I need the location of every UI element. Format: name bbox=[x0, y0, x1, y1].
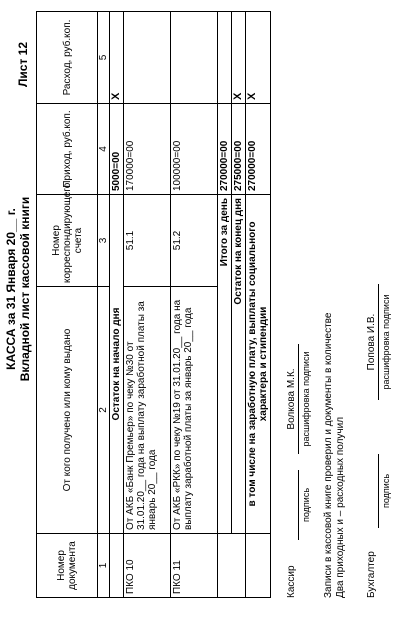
cashier-name: Волкова М.К. bbox=[286, 368, 297, 430]
col-number: 1 bbox=[98, 534, 110, 598]
row-description: От АКБ «Банк Премьер» по чеку №30 от 31.01.20__ года на выплату заработной платы за январь 20__ года bbox=[124, 287, 171, 534]
table-row bbox=[124, 12, 171, 598]
cash-ledger-table bbox=[36, 11, 271, 598]
total-day-row bbox=[218, 12, 232, 598]
accountant-name: Попова И.В. bbox=[366, 313, 377, 371]
closing-balance-expense: X bbox=[232, 12, 246, 104]
cashier-name-caption: расшифровка подписи bbox=[301, 351, 311, 447]
table-row bbox=[171, 12, 218, 598]
column-number-row bbox=[98, 12, 110, 598]
closing-balance-label: Остаток на конец дня bbox=[232, 195, 246, 534]
closing-balance-row bbox=[232, 12, 246, 598]
sheet-number: Лист 12 bbox=[16, 41, 30, 87]
opening-balance-income: 5000=00 bbox=[110, 104, 124, 195]
document-title bbox=[4, 129, 32, 449]
accountant-name-line bbox=[378, 284, 379, 400]
salary-portion-label: в том числе на заработную плату, выплаты социального характера и стипендии bbox=[246, 195, 271, 534]
col-number: 4 bbox=[98, 104, 110, 195]
total-day-income: 270000=00 bbox=[218, 104, 232, 195]
row-account: 51.2 bbox=[171, 195, 218, 287]
header-doc-number: Номер документа bbox=[37, 534, 98, 598]
accountant-name-caption: расшифровка подписи bbox=[381, 294, 391, 390]
col-number: 2 bbox=[98, 287, 110, 534]
salary-portion-row bbox=[246, 12, 271, 598]
accountant-sign-caption: подпись bbox=[381, 473, 391, 509]
opening-balance-expense: X bbox=[110, 12, 124, 104]
accountant-signature-line bbox=[378, 454, 379, 528]
header-income: Приход, руб.коп. bbox=[37, 104, 98, 195]
note-line-2: Два приходных и – расходных получил bbox=[335, 416, 346, 598]
row-account: 51.1 bbox=[124, 195, 171, 287]
header-from-to: От кого получено или кому выдано bbox=[37, 287, 98, 534]
closing-balance-income: 275000=00 bbox=[232, 104, 246, 195]
cashier-name-line bbox=[298, 344, 299, 454]
opening-empty-cell bbox=[110, 534, 124, 598]
note-line-1: Записи в кассовой книге проверил и документы в количестве bbox=[323, 312, 334, 598]
cashier-label: Кассир bbox=[286, 565, 297, 598]
total-day-expense bbox=[218, 12, 232, 104]
row-income: 100000=00 bbox=[171, 104, 218, 195]
col-number: 3 bbox=[98, 195, 110, 287]
opening-balance-row bbox=[110, 12, 124, 598]
opening-balance-label: Остаток на начало дня bbox=[110, 195, 124, 534]
row-doc-number: ПКО 11 bbox=[171, 534, 218, 598]
salary-portion-expense: X bbox=[246, 12, 271, 104]
salary-empty-cell bbox=[246, 534, 271, 598]
header-account: Номер корреспондирующего счета bbox=[37, 195, 98, 287]
row-doc-number: ПКО 10 bbox=[124, 534, 171, 598]
verification-note bbox=[323, 218, 347, 598]
total-empty-cell bbox=[218, 534, 232, 598]
col-number: 5 bbox=[98, 12, 110, 104]
header-row bbox=[37, 12, 98, 598]
row-expense bbox=[171, 12, 218, 104]
accountant-label: Бухгалтер bbox=[366, 551, 377, 598]
closing-empty-cell bbox=[232, 534, 246, 598]
row-income: 170000=00 bbox=[124, 104, 171, 195]
row-description: От АКБ «РКК» по чеку №19 от 31.01.20__ года на выплату заработной платы за январь 20__ года bbox=[171, 287, 218, 534]
header-expense: Расход, руб.коп. bbox=[37, 12, 98, 104]
total-day-label: Итого за день bbox=[218, 195, 232, 534]
title-line-1: КАССА за 31 Января 20__ г. bbox=[4, 208, 18, 370]
title-line-2: Вкладной лист кассовой книги bbox=[18, 196, 32, 382]
cashier-signature-line bbox=[298, 470, 299, 540]
cashier-sign-caption: подпись bbox=[301, 487, 311, 523]
salary-portion-income: 270000=00 bbox=[246, 104, 271, 195]
row-expense bbox=[124, 12, 171, 104]
